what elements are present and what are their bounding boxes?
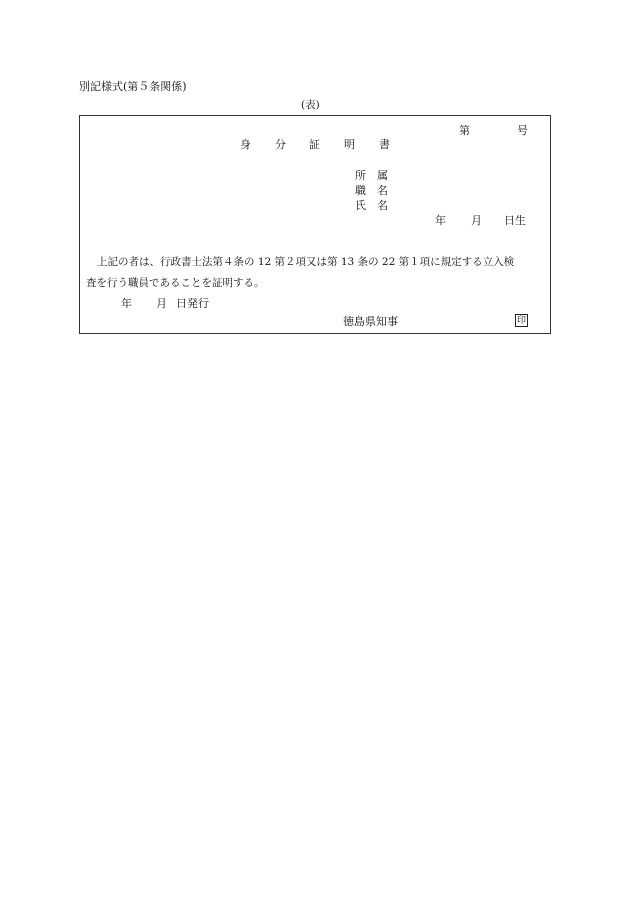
statement-line-2: 査を行う職員であることを証明する。 (86, 277, 265, 289)
title-char: 明 (344, 138, 355, 151)
issue-year-label: 年 (121, 297, 132, 310)
issuer-name: 徳島県知事 (343, 315, 398, 328)
affiliation-label: 所 属 (355, 169, 388, 182)
number-prefix: 第 (459, 124, 470, 137)
title-char: 身 (240, 138, 251, 151)
number-suffix: 号 (517, 124, 528, 137)
issue-day-label: 日発行 (176, 297, 209, 310)
name-label: 氏 名 (355, 199, 388, 212)
side-label: (表) (301, 99, 320, 111)
statement-line-1: 上記の者は、行政書士法第４条の 12 第２項又は第 13 条の 22 第１項に規定する立入検 (97, 256, 515, 268)
issue-month-label: 月 (156, 297, 167, 310)
birth-year-label: 年 (435, 214, 446, 227)
title-char: 書 (379, 138, 390, 151)
birth-month-label: 月 (471, 214, 482, 227)
birth-day-label: 日生 (504, 214, 526, 227)
title-char: 分 (275, 138, 286, 151)
seal-stamp: 印 (516, 316, 526, 326)
position-label: 職 名 (355, 184, 388, 197)
form-label: 別記様式(第５条関係) (79, 80, 187, 93)
title-char: 証 (309, 138, 320, 151)
